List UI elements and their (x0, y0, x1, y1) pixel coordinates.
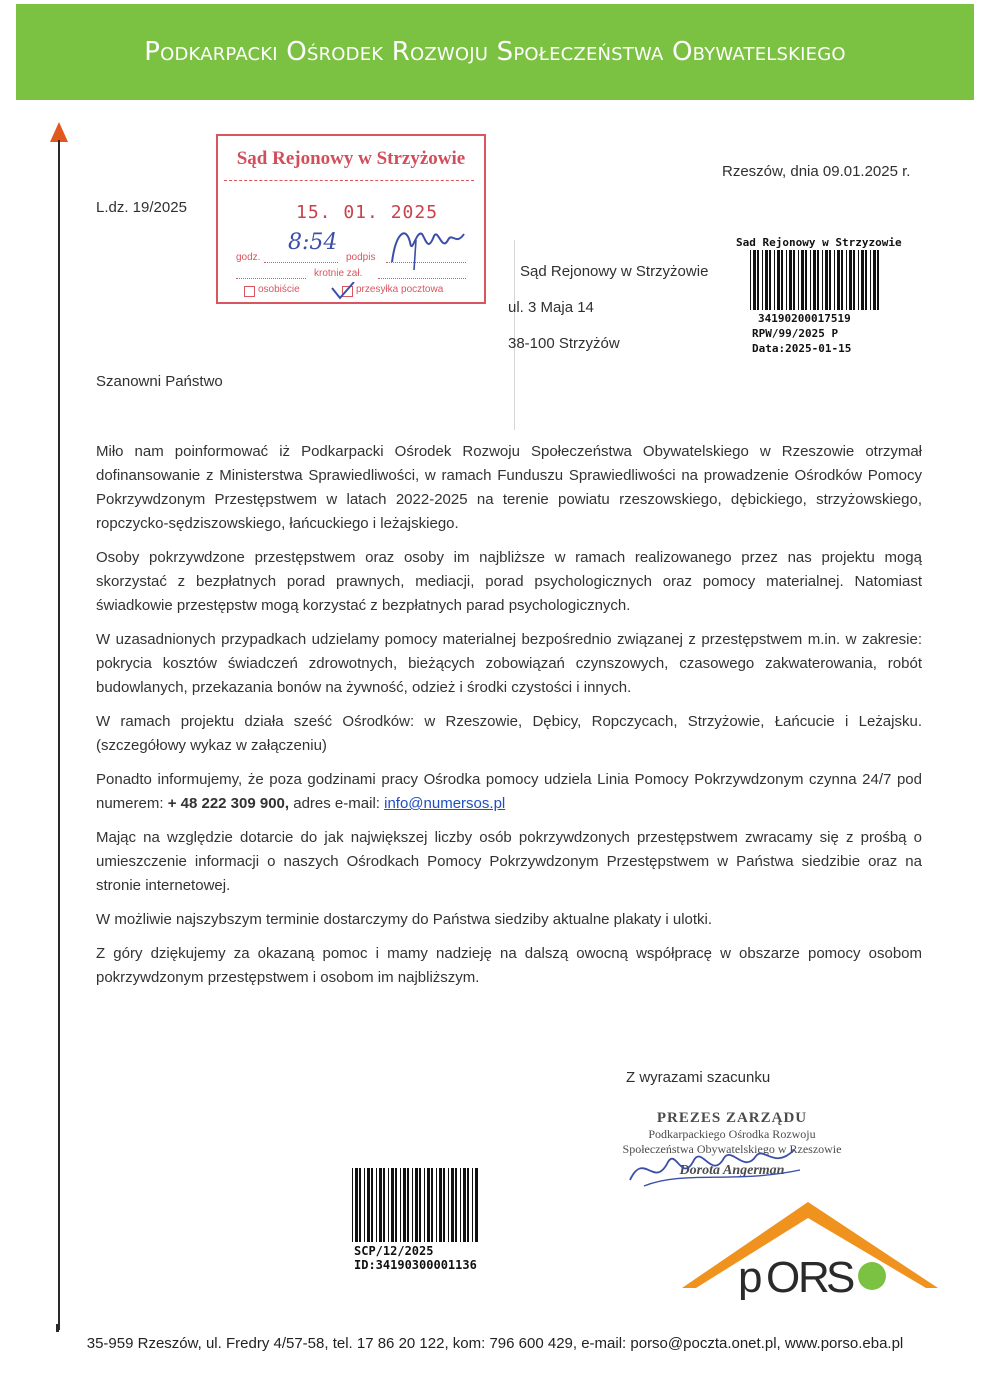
barcode-bar (829, 250, 831, 310)
barcode-correspondence-case: SCP/12/2025 (354, 1244, 434, 1258)
barcode-bar (789, 250, 792, 310)
stamp-time-label: godz. (236, 252, 261, 263)
porso-logo (680, 1196, 940, 1300)
barcode-bar (391, 1168, 394, 1242)
barcode-bar (443, 1168, 445, 1242)
organization-name: Podkarpacki Ośrodek Rozwoju Społeczeństwa Obywatelskiego (144, 37, 846, 67)
helpline-email-link[interactable]: info@numersos.pl (384, 795, 506, 812)
barcode-court-label: Sad Rejonowy w Strzyzowie (736, 236, 902, 249)
signature-name: Dorota Angerman (679, 1163, 785, 1178)
barcode-bar (376, 1168, 377, 1242)
stamp-copies-label: krotnie zał. (314, 268, 363, 279)
stamp-time-dots (264, 262, 338, 263)
barcode-receipt-date: Data:2025-01-15 (752, 342, 852, 355)
letter-body (96, 440, 922, 1000)
stamp-mail-label: przesyłka pocztowa (356, 284, 444, 295)
paragraph: Miło nam poinformować iż Podkarpacki Ośrodek Rozwoju Społeczeństwa Obywatelskiego w Rzeszowie otrzymał dofinansowanie z Ministerstwa Sprawiedliwości, w ramach Funduszu Sprawiedliwości na prowadzenie Ośrodków Pomocy Pokrzywdzonym Przestępstwem w latach 2022-2025 na terenie powiatu rzeszowskiego, dębickiego, strzyżowskiego, ropczycko-sędziszowskiego, łańcuckiego i leżajskiego. (96, 443, 922, 532)
barcode-bar (865, 250, 867, 310)
paragraph: W możliwie najszybszym terminie dostarczymy do Państwa siedziby aktualne plakaty i ulotki. (96, 911, 713, 928)
handwritten-signature-icon (624, 1140, 804, 1200)
barcode-bar (793, 250, 795, 310)
paragraph: W uzasadnionych przypadkach udzielamy pomocy materialnej bezpośrednio związanej z przestępstwem m.in. w zakresie: pokrycia kosztów świadczeń zdrowotnych, bieżących zobowiązań czynszowych, czasowego zakwaterowania, robót budowlanych, przekazania bonów na żywność, odzież i środki czystości i innych. (96, 631, 922, 696)
barcode-bar (757, 250, 759, 310)
barcode-bar (383, 1168, 385, 1242)
barcode-bar (379, 1168, 382, 1242)
footer-contact: 35-959 Rzeszów, ul. Fredry 4/57-58, tel. 17 86 20 122, kom: 796 600 429, e-mail: porso@poczta.onet.pl, www.porso.eba.pl (86, 1335, 904, 1352)
barcode-bar (825, 250, 828, 310)
handwritten-initials-icon (386, 222, 470, 272)
stamp-attachments-dots (378, 278, 466, 279)
barcode-bar (472, 1168, 473, 1242)
signature-org-line2: Społeczeństwa Obywatelskiego w Rzeszowie (622, 1142, 842, 1156)
paragraph: Osoby pokrzywdzone przestępstwem oraz osoby im najbliższe w ramach realizowanego przez nas projektu mogą skorzystać z bezpłatnych porad prawnych, mediacji, porad psychologicznych oraz pomocy materialnej. Natomiast świadkowie przestępstw mogą korzystać z bezpłatnych parad psychologicznych. (96, 549, 922, 614)
barcode-bar (853, 250, 855, 310)
barcode-bar (786, 250, 787, 310)
arrow-up-icon (50, 122, 68, 142)
barcode-bar (355, 1168, 358, 1242)
mail-check-mark-icon (330, 282, 356, 302)
margin-rule (58, 140, 60, 1330)
helpline-text: Ponadto informujemy, że poza godzinami pracy Ośrodka pomocy udziela Linia Pomocy Pokrzywdzonym czynna 24/7 pod numerem: (96, 771, 922, 812)
stamp-signature-label: podpis (346, 252, 376, 263)
svg-text:O: O (766, 1253, 801, 1300)
barcode-bar (817, 250, 819, 310)
barcode-bar (861, 250, 864, 310)
barcode-bar (781, 250, 783, 310)
stamp-personal-label: osobiście (258, 284, 300, 295)
svg-text:S: S (826, 1253, 856, 1300)
barcode-bar (777, 250, 780, 310)
barcode-bar (424, 1168, 425, 1242)
stamp-court-name: Sąd Rejonowy w Strzyżowie (236, 148, 466, 169)
stamp-divider (224, 180, 474, 181)
barcode-bar (475, 1168, 478, 1242)
barcode-bar (403, 1168, 406, 1242)
barcode-bar (448, 1168, 449, 1242)
barcode-bar (798, 250, 799, 310)
barcode-bar (750, 250, 751, 310)
barcode-bar (846, 250, 847, 310)
barcode-bar (753, 250, 756, 310)
stamp-copies-dots (236, 278, 306, 279)
barcode-bar (805, 250, 807, 310)
addressee-city: 38-100 Strzyżów (508, 335, 620, 352)
helpline-phone: + 48 222 309 900, (167, 795, 290, 812)
barcode-bar (436, 1168, 437, 1242)
handwritten-time: 8:54 (288, 230, 338, 255)
addressee-street: ul. 3 Maja 14 (508, 299, 594, 316)
salutation: Szanowni Państwo (96, 373, 223, 390)
barcode-bar (801, 250, 804, 310)
paragraph: Mając na względzie dotarcie do jak największej liczby osób pokrzywdzonych przestępstwem zwracamy się z prośbą o umieszczenie informacji o naszych Ośrodkach Pomocy Pokrzywdzonym Przestępstwem w Państwa siedzibie oraz na stronie internetowej. (96, 829, 922, 894)
paragraph: W ramach projektu działa sześć Ośrodków: w Rzeszowie, Dębicy, Ropczycach, Strzyżowie, Łańcucie i Leżajsku. (szczegółowy wykaz w załączeniu) (96, 713, 922, 754)
barcode-bar (427, 1168, 430, 1242)
barcode-bar (774, 250, 775, 310)
barcode-bar (822, 250, 823, 310)
stamp-date: 15. 01. 2025 (296, 202, 439, 223)
addressee-name: Sąd Rejonowy w Strzyżowie (520, 263, 709, 280)
barcode-case-number: RPW/99/2025 P (752, 327, 839, 340)
closing-phrase: Z wyrazami szacunku (626, 1069, 771, 1086)
barcode-bar (765, 250, 768, 310)
barcode-bar (813, 250, 816, 310)
place-and-date: Rzeszów, dnia 09.01.2025 r. (722, 163, 911, 180)
paragraph: Z góry dziękujemy za okazaną pomoc i mamy nadzieję na dalszą owocną współpracę w obszarze pomocy osobom pokrzywdzonym przestępstwem i osobom im najbliższym. (96, 945, 922, 986)
barcode-bar (769, 250, 771, 310)
barcode-bar (451, 1168, 454, 1242)
barcode-bar (400, 1168, 401, 1242)
barcode-registry-number: 34190200017519 (758, 312, 851, 325)
barcode-bar (463, 1168, 466, 1242)
barcode-registry (750, 250, 882, 310)
barcode-bar (849, 250, 852, 310)
barcode-bar (460, 1168, 461, 1242)
barcode-bar (407, 1168, 409, 1242)
svg-text:R: R (798, 1253, 830, 1300)
barcode-bar (439, 1168, 442, 1242)
barcode-bar (419, 1168, 421, 1242)
barcode-bar (364, 1168, 365, 1242)
barcode-bar (431, 1168, 433, 1242)
paragraph-helpline (96, 768, 922, 816)
barcode-bar (412, 1168, 413, 1242)
margin-rule-end (56, 1324, 59, 1332)
barcode-bar (877, 250, 879, 310)
svg-text:p: p (738, 1253, 763, 1300)
letterhead-banner (16, 4, 974, 100)
helpline-email-label: adres e-mail: (289, 795, 385, 812)
barcode-bar (455, 1168, 457, 1242)
barcode-correspondence (352, 1168, 480, 1242)
court-reception-stamp (216, 134, 486, 304)
barcode-bar (352, 1168, 353, 1242)
barcode-bar (388, 1168, 389, 1242)
barcode-bar (810, 250, 811, 310)
barcode-bar (858, 250, 859, 310)
barcode-bar (873, 250, 876, 310)
barcode-bar (359, 1168, 361, 1242)
barcode-bar (395, 1168, 397, 1242)
stamp-personal-checkbox (244, 286, 255, 297)
barcode-bar (841, 250, 843, 310)
barcode-bar (371, 1168, 373, 1242)
barcode-correspondence-id: ID:34190300001136 (354, 1258, 477, 1272)
barcode-bar (367, 1168, 370, 1242)
barcode-bar (762, 250, 763, 310)
reference-number: L.dz. 19/2025 (96, 199, 187, 216)
barcode-bar (870, 250, 871, 310)
barcode-bar (837, 250, 840, 310)
barcode-bar (415, 1168, 418, 1242)
barcode-bar (834, 250, 835, 310)
barcode-bar (467, 1168, 469, 1242)
signature-role: PREZES ZARZĄDU (656, 1110, 808, 1126)
signature-org-line1: Podkarpackiego Ośrodka Rozwoju (648, 1127, 816, 1141)
